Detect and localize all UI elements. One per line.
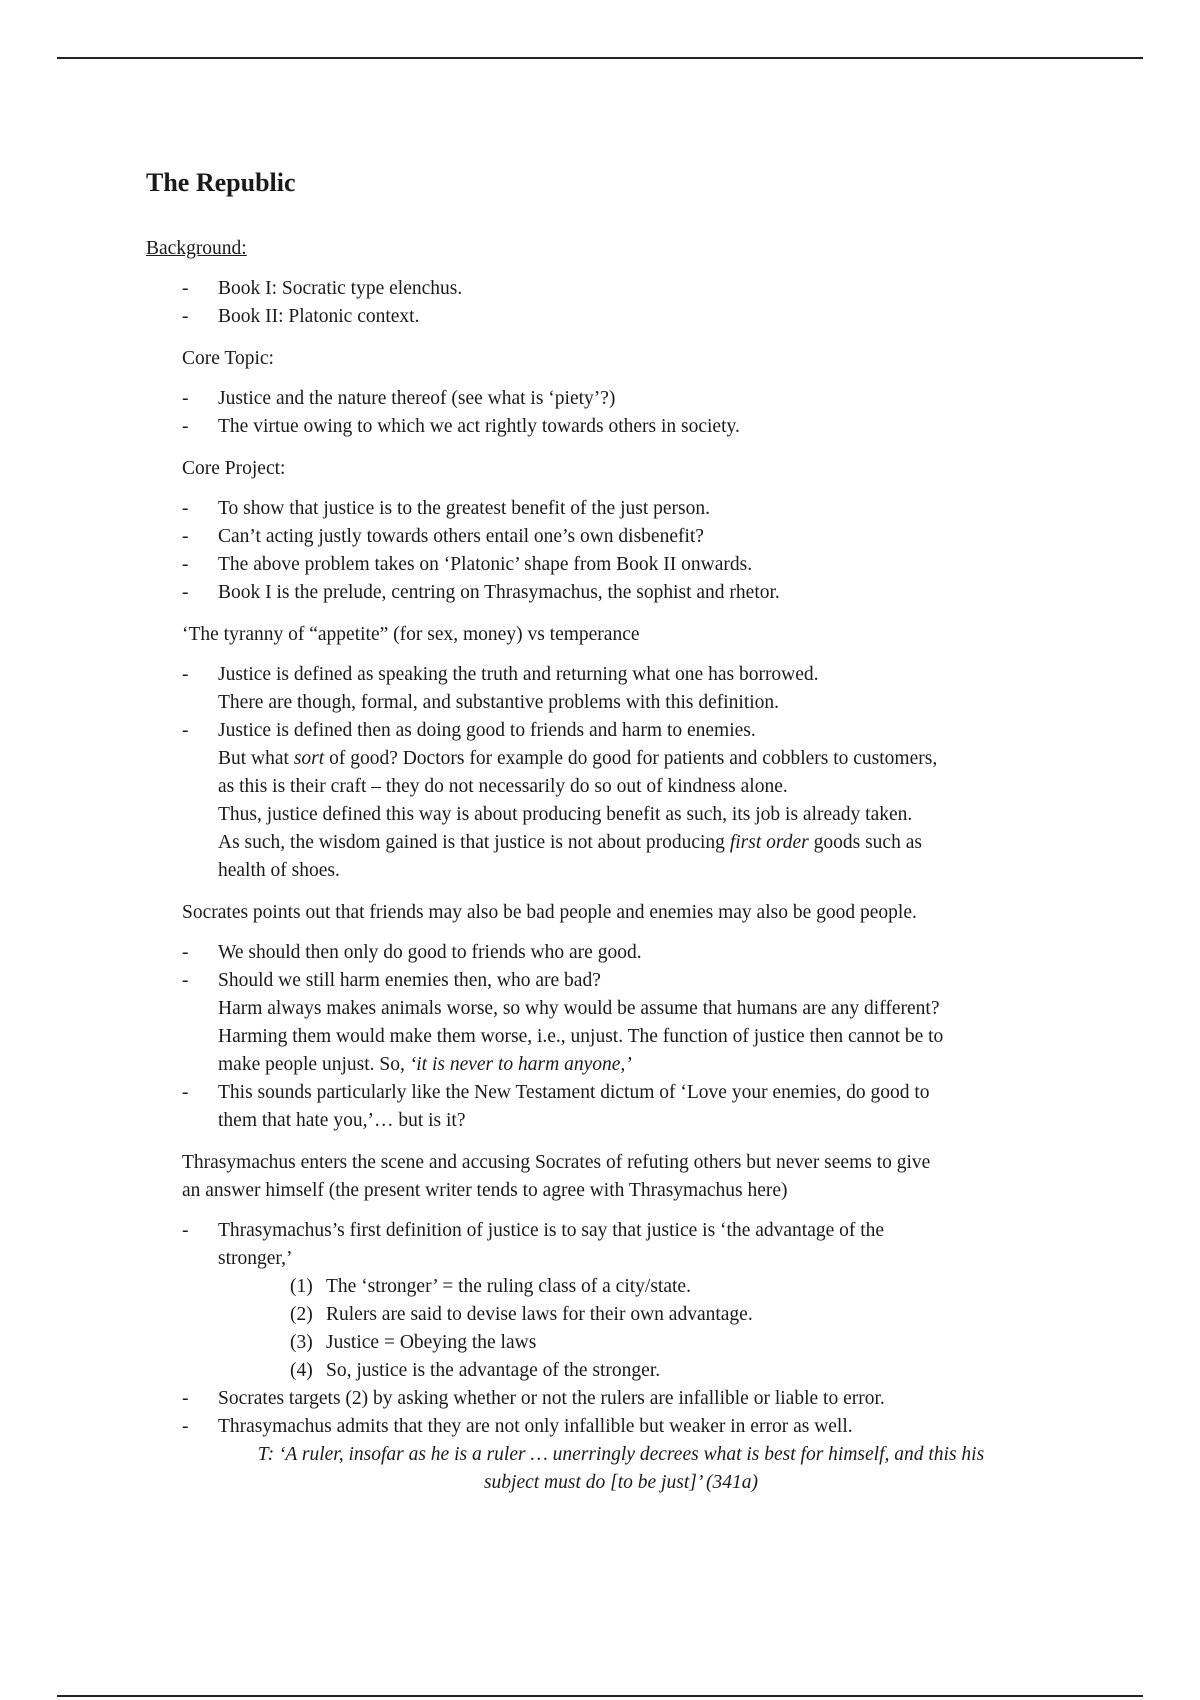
list-item: - The above problem takes on ‘Platonic’ shape from Book II onwards. (146, 551, 1066, 579)
emphasis-text: ‘it is never to harm anyone,’ (409, 1054, 632, 1075)
background-list (146, 275, 1066, 331)
item-number: (3) (290, 1332, 313, 1353)
text-span: goods such as (808, 832, 922, 853)
text-span: But what (218, 748, 294, 769)
text-line: - Thrasymachus’s first definition of justice is to say that justice is ‘the advantage of the (218, 1220, 885, 1241)
text-line: - This sounds particularly like the New Testament dictum of ‘Love your enemies, do good to (218, 1082, 930, 1103)
text-line: as this is their craft – they do not necessarily do so out of kindness alone. (218, 776, 788, 797)
text-line (218, 745, 1066, 773)
list-item (146, 717, 1066, 885)
thrasymachus-paragraph (182, 1149, 1066, 1205)
core-topic-list (146, 385, 1066, 441)
emphasis-text: first order (729, 832, 809, 853)
list-item: - To show that justice is to the greatest benefit of the just person. (146, 495, 1066, 523)
numbered-item (290, 1329, 1066, 1357)
socrates-paragraph: Socrates points out that friends may also be bad people and enemies may also be good people. (182, 902, 917, 923)
text-line (218, 1051, 1066, 1079)
list-item: - Thrasymachus admits that they are not only infallible but weaker in error as well. (146, 1413, 1066, 1441)
list-item: - Justice and the nature thereof (see what is ‘piety’?) (146, 385, 1066, 413)
thrasymachus-list (146, 1217, 1066, 1273)
item-number: (2) (290, 1304, 313, 1325)
core-topic-heading: Core Topic: (182, 348, 274, 369)
thrasymachus-list-continued (146, 1385, 1066, 1441)
numbered-list (146, 1273, 1066, 1385)
text-line (218, 829, 1066, 857)
list-item (146, 1079, 1066, 1135)
bottom-rule (57, 1695, 1143, 1697)
list-item (146, 1217, 1066, 1273)
emphasis-text: sort (293, 748, 325, 769)
numbered-item (290, 1273, 1066, 1301)
text-line: stronger,’ (218, 1248, 293, 1269)
text-line: - Should we still harm enemies then, who are bad? (218, 970, 601, 991)
list-item: - The virtue owing to which we act rightly towards others in society. (146, 413, 1066, 441)
list-item: - Can’t acting justly towards others entail one’s own disbenefit? (146, 523, 1066, 551)
text-line: Harm always makes animals worse, so why would be assume that humans are any different? (218, 998, 940, 1019)
numbered-item (290, 1357, 1066, 1385)
item-text: So, justice is the advantage of the stronger. (326, 1360, 661, 1381)
list-item: - Book I is the prelude, centring on Thrasymachus, the sophist and rhetor. (146, 579, 1066, 607)
top-rule (57, 57, 1143, 59)
block-quote (146, 1441, 1066, 1497)
text-span: make people unjust. So, (218, 1054, 410, 1075)
text-span: of good? Doctors for example do good for patients and cobblers to customers, (324, 748, 938, 769)
text-span: As such, the wisdom gained is that justice is not about producing (218, 832, 730, 853)
text-line: There are though, formal, and substantive problems with this definition. (218, 692, 780, 713)
text-line: health of shoes. (218, 860, 340, 881)
text-line: - Justice is defined then as doing good to friends and harm to enemies. (218, 720, 756, 741)
page-title: The Republic (146, 168, 296, 197)
tyranny-heading: ‘The tyranny of “appetite” (for sex, money) vs temperance (182, 624, 640, 645)
item-number: (4) (290, 1360, 313, 1381)
core-project-heading: Core Project: (182, 458, 286, 479)
text-line: Thus, justice defined this way is about producing benefit as such, its job is already taken. (218, 804, 913, 825)
core-project-list (146, 495, 1066, 607)
item-text: The ‘stronger’ = the ruling class of a city/state. (326, 1276, 691, 1297)
list-item: - We should then only do good to friends who are good. (146, 939, 1066, 967)
numbered-item (290, 1301, 1066, 1329)
list-item: - Socrates targets (2) by asking whether or not the rulers are infallible or liable to error. (146, 1385, 1066, 1413)
list-item: - Book I: Socratic type elenchus. (146, 275, 1066, 303)
item-text: Rulers are said to devise laws for their own advantage. (326, 1304, 753, 1325)
list-item (146, 967, 1066, 1079)
text-line: Harming them would make them worse, i.e., unjust. The function of justice then cannot be to (218, 1026, 944, 1047)
background-heading: Background: (146, 238, 247, 259)
list-item (146, 661, 1066, 717)
quote-line: T: ‘A ruler, insofar as he is a ruler … unerringly decrees what is best for himself, and this his (257, 1444, 985, 1465)
socrates-list (146, 939, 1066, 1135)
text-line: them that hate you,’… but is it? (218, 1110, 466, 1131)
item-number: (1) (290, 1276, 313, 1297)
tyranny-list (146, 661, 1066, 885)
text-line: Thrasymachus enters the scene and accusing Socrates of refuting others but never seems to give (182, 1152, 931, 1173)
list-item: - Book II: Platonic context. (146, 303, 1066, 331)
item-text: Justice = Obeying the laws (326, 1332, 537, 1353)
quote-line: subject must do [to be just]’ (341a) (483, 1472, 759, 1493)
text-line: - Justice is defined as speaking the truth and returning what one has borrowed. (218, 664, 819, 685)
text-line: an answer himself (the present writer tends to agree with Thrasymachus here) (182, 1180, 788, 1201)
document-page (146, 165, 1066, 1497)
